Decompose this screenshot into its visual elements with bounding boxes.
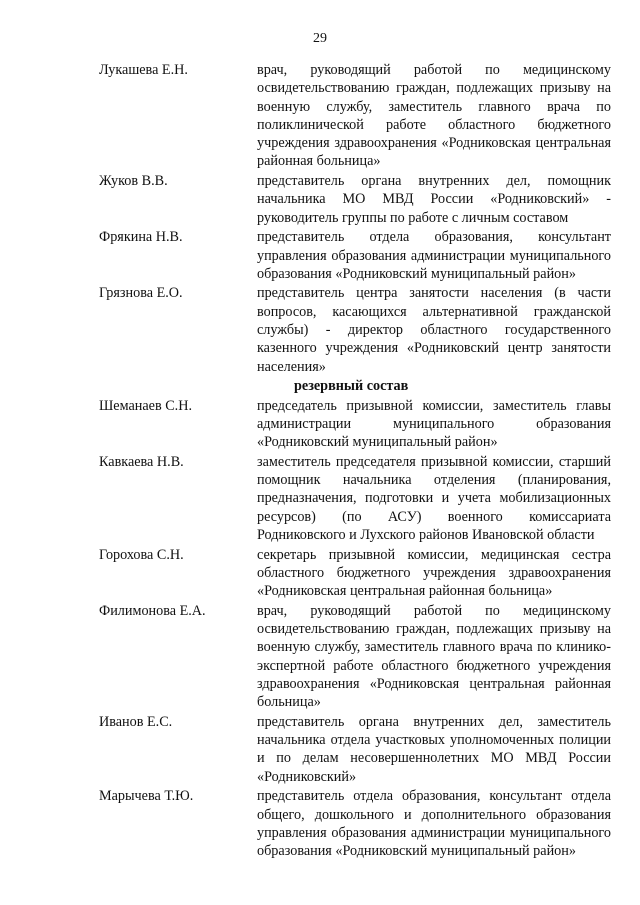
member-description: представитель органа внутренних дел, помощник начальника МО МВД России «Родниковский» - руководитель группы по работе с личным составом xyxy=(257,173,611,226)
member-entry xyxy=(99,284,611,375)
reserve-member-entry xyxy=(99,713,611,786)
member-name: Фрякина Н.В. xyxy=(99,229,183,246)
member-name: Шеманаев С.Н. xyxy=(99,397,193,414)
member-name: Филимонова Е.А. xyxy=(99,602,206,619)
member-name: Кавкаева Н.В. xyxy=(99,453,184,470)
member-name: Грязнова Е.О. xyxy=(99,285,183,302)
member-name: Марычева Т.Ю. xyxy=(99,788,194,805)
member-name: Жуков В.В. xyxy=(99,173,168,190)
member-description: представитель отдела образования, консультант управления образования администрации муниципального образования «Родниковский муниципальный район» xyxy=(257,229,611,282)
member-description: заместитель председателя призывной комиссии, старший помощник начальника отделения (планирования, предназначения, подготовки и учета мобилизационных ресурсов) (по АСУ) военного комиссариата Родниковского и Лухского районов Ивановской области xyxy=(257,453,611,543)
document-body xyxy=(99,61,611,862)
member-description: секретарь призывной комиссии, медицинская сестра областного бюджетного учреждения здравоохранения «Родниковская центральная районная больница» xyxy=(257,546,611,600)
member-entry xyxy=(99,172,611,227)
member-entry xyxy=(99,228,611,283)
member-entry xyxy=(99,61,611,171)
reserve-member-entry xyxy=(99,546,611,601)
member-name: Иванов Е.С. xyxy=(99,713,173,730)
reserve-section-heading: резервный состав xyxy=(294,378,409,395)
reserve-member-entry xyxy=(99,787,611,860)
member-name: Горохова С.Н. xyxy=(99,546,184,563)
member-description: врач, руководящий работой по медицинскому освидетельствованию граждан, подлежащих призыву на военную службу, заместитель главного врача по поликлинической работе областного бюджетного учреждения здравоохранения «Родниковская центральная районная больница» xyxy=(257,62,611,170)
member-description: представитель органа внутренних дел, заместитель начальника отдела участковых уполномоченных полиции и по делам несовершеннолетних МО МВД России «Родниковский» xyxy=(257,713,611,785)
reserve-member-entry xyxy=(99,453,611,544)
reserve-member-entry xyxy=(99,397,611,452)
page-number: 29 xyxy=(313,31,327,46)
member-name: Лукашева Е.Н. xyxy=(99,62,188,78)
member-description: представитель отдела образования, консультант отдела общего, дошкольного и дополнительного образования управления образования администрации муниципального образования «Родниковский муниципальный район» xyxy=(257,788,611,860)
member-description: представитель центра занятости населения (в части вопросов, касающихся альтернативной гражданской службы) - директор областного государственного казенного учреждения «Родниковский центр занятости населения» xyxy=(257,285,611,375)
member-description: врач, руководящий работой по медицинскому освидетельствованию граждан, подлежащих призыву на военную службу, заместитель главного врача по клинико-экспертной работе областного бюджетного учреждения здравоохранения «Родниковская центральная районная больница» xyxy=(257,602,611,711)
reserve-member-entry xyxy=(99,602,611,712)
member-description: председатель призывной комиссии, заместитель главы администрации муниципального образования «Родниковский муниципальный район» xyxy=(257,397,611,451)
